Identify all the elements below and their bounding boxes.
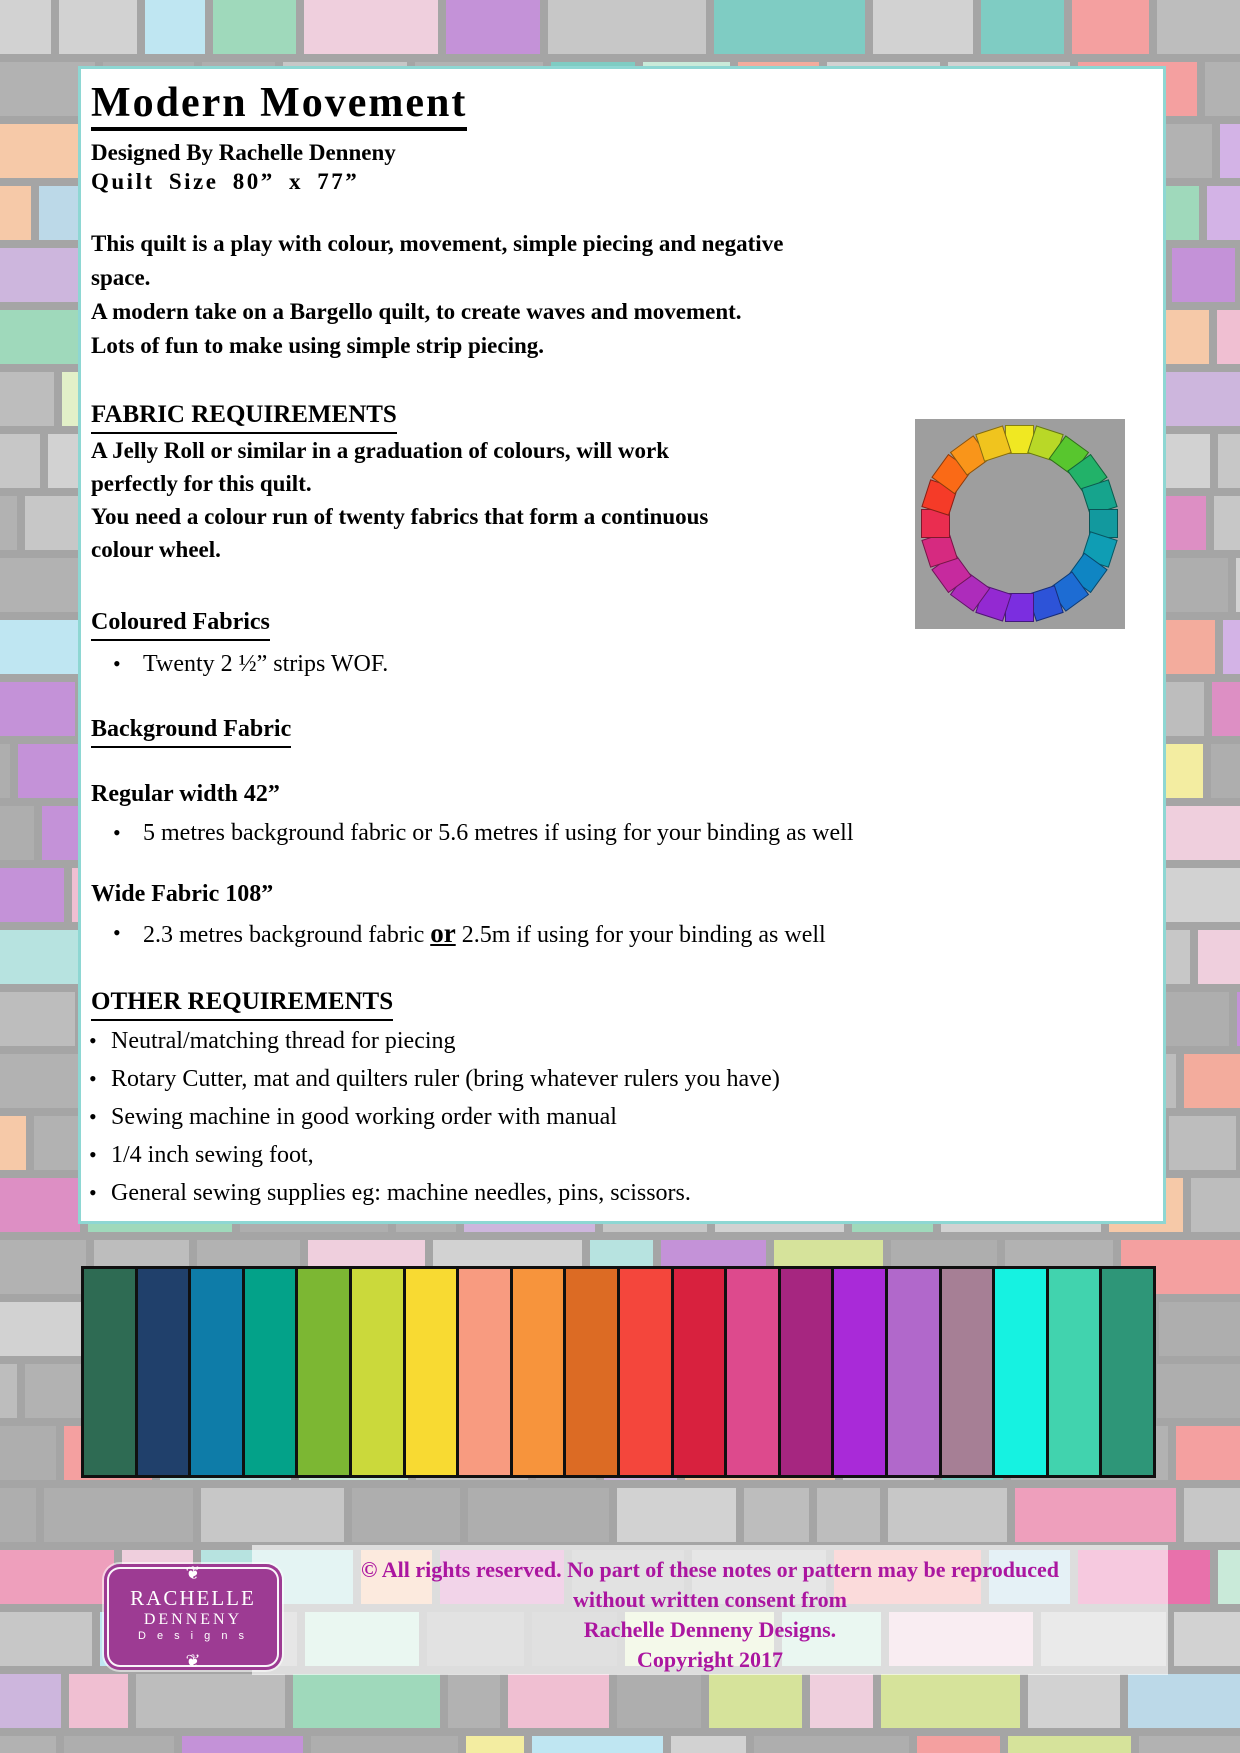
page-title: Modern Movement	[91, 81, 467, 131]
flourish-icon: ❦	[185, 1651, 201, 1671]
other-requirement-item	[91, 1175, 1163, 1211]
quilt-tile	[1176, 1426, 1240, 1480]
quilt-tile	[1211, 744, 1240, 798]
quilt-tile	[873, 0, 973, 54]
bullet-icon: •	[89, 1066, 97, 1091]
quilt-tile	[617, 1488, 736, 1542]
quilt-tile	[1184, 1054, 1240, 1108]
copyright-panel	[252, 1545, 1168, 1675]
fabric-strip-bar	[513, 1269, 564, 1475]
quilt-tile	[0, 1488, 36, 1542]
quilt-tile	[1236, 558, 1240, 612]
quilt-tile	[1008, 1736, 1131, 1753]
fabric-strip-bar	[459, 1269, 510, 1475]
intro-line: A modern take on a Bargello quilt, to create waves and movement.	[91, 299, 742, 324]
fabric-strip-bar	[138, 1269, 189, 1475]
intro-line: space.	[91, 265, 151, 290]
quilt-tile	[1217, 310, 1240, 364]
fabric-strip-bar	[406, 1269, 457, 1475]
other-requirements-heading: OTHER REQUIREMENTS	[91, 986, 1163, 1021]
quilt-tile	[182, 1736, 303, 1753]
quilt-tile	[1184, 1488, 1240, 1542]
quilt-tile	[0, 1674, 61, 1728]
quilt-tile	[0, 1736, 56, 1753]
fabric-strip-bar	[834, 1269, 885, 1475]
quilt-tile	[1139, 1736, 1240, 1753]
logo-plaque	[104, 1564, 282, 1670]
other-requirement-item	[91, 1137, 1163, 1173]
spacer	[91, 681, 1163, 713]
fabric-strip-bar	[620, 1269, 671, 1475]
quilt-tile	[201, 1488, 344, 1542]
quilt-tile	[468, 1488, 609, 1542]
fabric-requirements-line: You need a colour run of twenty fabrics that form a continuous	[91, 504, 709, 529]
quilt-tile	[671, 1736, 746, 1753]
rachelle-denneny-logo	[96, 1554, 291, 1682]
spacer	[91, 197, 1163, 227]
quilt-tile	[1128, 1674, 1240, 1728]
fabric-strip-bar	[84, 1269, 135, 1475]
quilt-tile	[548, 0, 706, 54]
quilt-tile	[1157, 1364, 1240, 1418]
quilt-tile	[744, 1488, 809, 1542]
fabric-requirements-heading: FABRIC REQUIREMENTS	[91, 399, 1163, 434]
copyright-line: Copyright 2017	[636, 1647, 784, 1672]
fabric-strip-bar	[1049, 1269, 1100, 1475]
intro-line: Lots of fun to make using simple strip piecing.	[91, 333, 545, 358]
title-row	[91, 81, 1163, 131]
quilt-tile	[18, 744, 86, 798]
fabric-strip-bar	[942, 1269, 993, 1475]
quilt-tile	[1191, 1178, 1240, 1232]
quilt-tile	[1153, 868, 1240, 922]
quilt-tile	[44, 1488, 193, 1542]
quilt-tile	[136, 1674, 285, 1728]
bullet-text: 1/4 inch sewing foot,	[111, 1142, 314, 1168]
quilt-tile	[1028, 1674, 1120, 1728]
intro-line: This quilt is a play with colour, movement, simple piecing and negative	[91, 231, 784, 256]
quilt-tile	[213, 0, 296, 54]
pattern-notes-panel	[78, 66, 1166, 1224]
quilt-tile	[0, 744, 10, 798]
other-requirement-item	[91, 1099, 1163, 1135]
quilt-tile	[754, 1736, 909, 1753]
quilt-tile	[508, 1674, 609, 1728]
quilt-tile	[1172, 248, 1235, 302]
quilt-tile	[293, 1674, 440, 1728]
quilt-tile	[145, 0, 205, 54]
quilt-tile	[0, 1612, 92, 1666]
quilt-tile	[1214, 496, 1240, 550]
designer-line: Designed By Rachelle Denneny	[91, 140, 396, 165]
other-requirement-item	[91, 1061, 1163, 1097]
wide-fabric-heading: Wide Fabric 108”	[91, 881, 274, 907]
quilt-tile	[0, 682, 75, 736]
quilt-tile	[817, 1488, 880, 1542]
quilt-tile	[617, 1674, 701, 1728]
quilt-tile	[1220, 124, 1240, 178]
quilt-tile	[304, 0, 438, 54]
other-requirement-item	[91, 1023, 1163, 1059]
bullet-text: Twenty 2 ½” strips WOF.	[143, 651, 389, 677]
quilt-tile	[0, 1240, 86, 1294]
quilt-tile	[0, 186, 31, 240]
bullet-icon: •	[89, 1028, 97, 1053]
spacer	[91, 850, 1163, 878]
quilt-tile	[0, 496, 17, 550]
copyright-line: without written consent from	[573, 1587, 847, 1612]
bullet-text: 2.5m if using for your binding as well	[455, 922, 826, 948]
quilt-tile	[1072, 0, 1149, 54]
or-emphasis: or	[430, 918, 456, 948]
quilt-tile	[1207, 186, 1240, 240]
bullet-icon: •	[113, 651, 121, 676]
spacer	[91, 952, 1163, 986]
bullet-icon: •	[89, 1180, 97, 1205]
logo-designs-line: D e s i g n s	[137, 1630, 249, 1642]
quilt-tile	[0, 0, 51, 54]
quilt-tile	[881, 1674, 1020, 1728]
quilt-tile	[981, 0, 1064, 54]
quilt-tile	[446, 0, 540, 54]
quilt-tile	[0, 1116, 26, 1170]
bullet-icon: •	[89, 1142, 97, 1167]
fabric-strip-bar	[191, 1269, 242, 1475]
fabric-strip	[81, 1266, 1156, 1478]
quilt-tile	[0, 806, 34, 860]
fabric-strip-bar	[352, 1269, 403, 1475]
copyright-line: Rachelle Denneny Designs.	[583, 1617, 837, 1642]
bullet-text: Neutral/matching thread for piecing	[111, 1028, 456, 1054]
fabric-requirements-line: perfectly for this quilt.	[91, 471, 312, 496]
coloured-fabrics-bullet	[91, 647, 1163, 681]
logo-name-line: RACHELLE	[130, 1586, 256, 1610]
quilt-tile	[352, 1488, 460, 1542]
quilt-tile	[1205, 62, 1240, 116]
fabric-strip-bar	[298, 1269, 349, 1475]
bullet-icon: •	[113, 920, 121, 945]
quilt-tile	[59, 0, 137, 54]
regular-width-heading: Regular width 42”	[91, 781, 280, 807]
quilt-tile	[1015, 1488, 1176, 1542]
quilt-tile	[0, 372, 54, 426]
fabric-strip-bar	[674, 1269, 725, 1475]
fabric-strip-bar	[995, 1269, 1046, 1475]
quilt-tile	[466, 1736, 524, 1753]
quilt-tile	[448, 1674, 500, 1728]
quilt-tile	[0, 868, 64, 922]
quilt-tile	[714, 0, 865, 54]
bullet-text: 2.3 metres background fabric	[143, 922, 431, 948]
quilt-tile	[1157, 0, 1240, 54]
copyright-line: © All rights reserved. No part of these notes or pattern may be reproduced	[361, 1557, 1059, 1582]
spacer	[91, 363, 1163, 399]
background-fabric-heading: Background Fabric	[91, 713, 1163, 748]
fabric-strip-bar	[245, 1269, 296, 1475]
quilt-tile	[311, 1736, 458, 1753]
quilt-tile	[1218, 434, 1240, 488]
fabric-strip-bar	[566, 1269, 617, 1475]
bullet-icon: •	[89, 1104, 97, 1129]
quilt-tile	[709, 1674, 802, 1728]
quilt-tile	[1159, 1302, 1240, 1356]
quilt-tile	[1198, 930, 1240, 984]
bullet-text: General sewing supplies eg: machine needles, pins, scissors.	[111, 1180, 691, 1206]
regular-width-bullet	[91, 816, 1163, 850]
colour-wheel-image	[915, 419, 1125, 629]
quilt-tile	[0, 248, 86, 302]
quilt-tile	[0, 1178, 80, 1232]
fabric-requirements-line: colour wheel.	[91, 537, 221, 562]
quilt-tile	[532, 1736, 663, 1753]
quilt-tile	[69, 1674, 128, 1728]
quilt-tile	[917, 1736, 1000, 1753]
quilt-tile	[1174, 1612, 1240, 1666]
quilt-tile	[64, 1736, 174, 1753]
quilt-tile	[810, 1674, 873, 1728]
coloured-fabrics-heading: Coloured Fabrics	[91, 606, 1163, 641]
quilt-tile	[0, 558, 82, 612]
flourish-icon: ❦	[185, 1563, 201, 1583]
bullet-text: Sewing machine in good working order with manual	[111, 1104, 617, 1130]
quilt-tile	[1169, 1116, 1236, 1170]
quilt-tile	[0, 434, 40, 488]
fabric-strip-bar	[727, 1269, 778, 1475]
wide-fabric-bullet	[91, 916, 1163, 952]
quilt-tile	[0, 1426, 56, 1480]
quilt-size-line: Quilt Size 80” x 77”	[91, 169, 360, 194]
quilt-tile	[888, 1488, 1007, 1542]
bullet-text: 5 metres background fabric or 5.6 metres if using for your binding as well	[143, 820, 854, 846]
fabric-strip-bar	[1102, 1269, 1153, 1475]
fabric-strip-bar	[888, 1269, 939, 1475]
bullet-text: Rotary Cutter, mat and quilters ruler (bring whatever rulers you have)	[111, 1066, 780, 1092]
quilt-tile	[0, 992, 75, 1046]
logo-name-line: DENNENY	[143, 1611, 243, 1628]
fabric-requirements-line: A Jelly Roll or similar in a graduation of colours, will work	[91, 438, 669, 463]
quilt-tile	[1223, 620, 1240, 674]
spacer	[91, 748, 1163, 778]
quilt-tile	[1212, 682, 1240, 736]
quilt-tile	[1218, 1550, 1240, 1604]
quilt-tile	[0, 1054, 84, 1108]
bullet-icon: •	[113, 820, 121, 845]
quilt-tile	[0, 1364, 17, 1418]
fabric-strip-bar	[781, 1269, 832, 1475]
